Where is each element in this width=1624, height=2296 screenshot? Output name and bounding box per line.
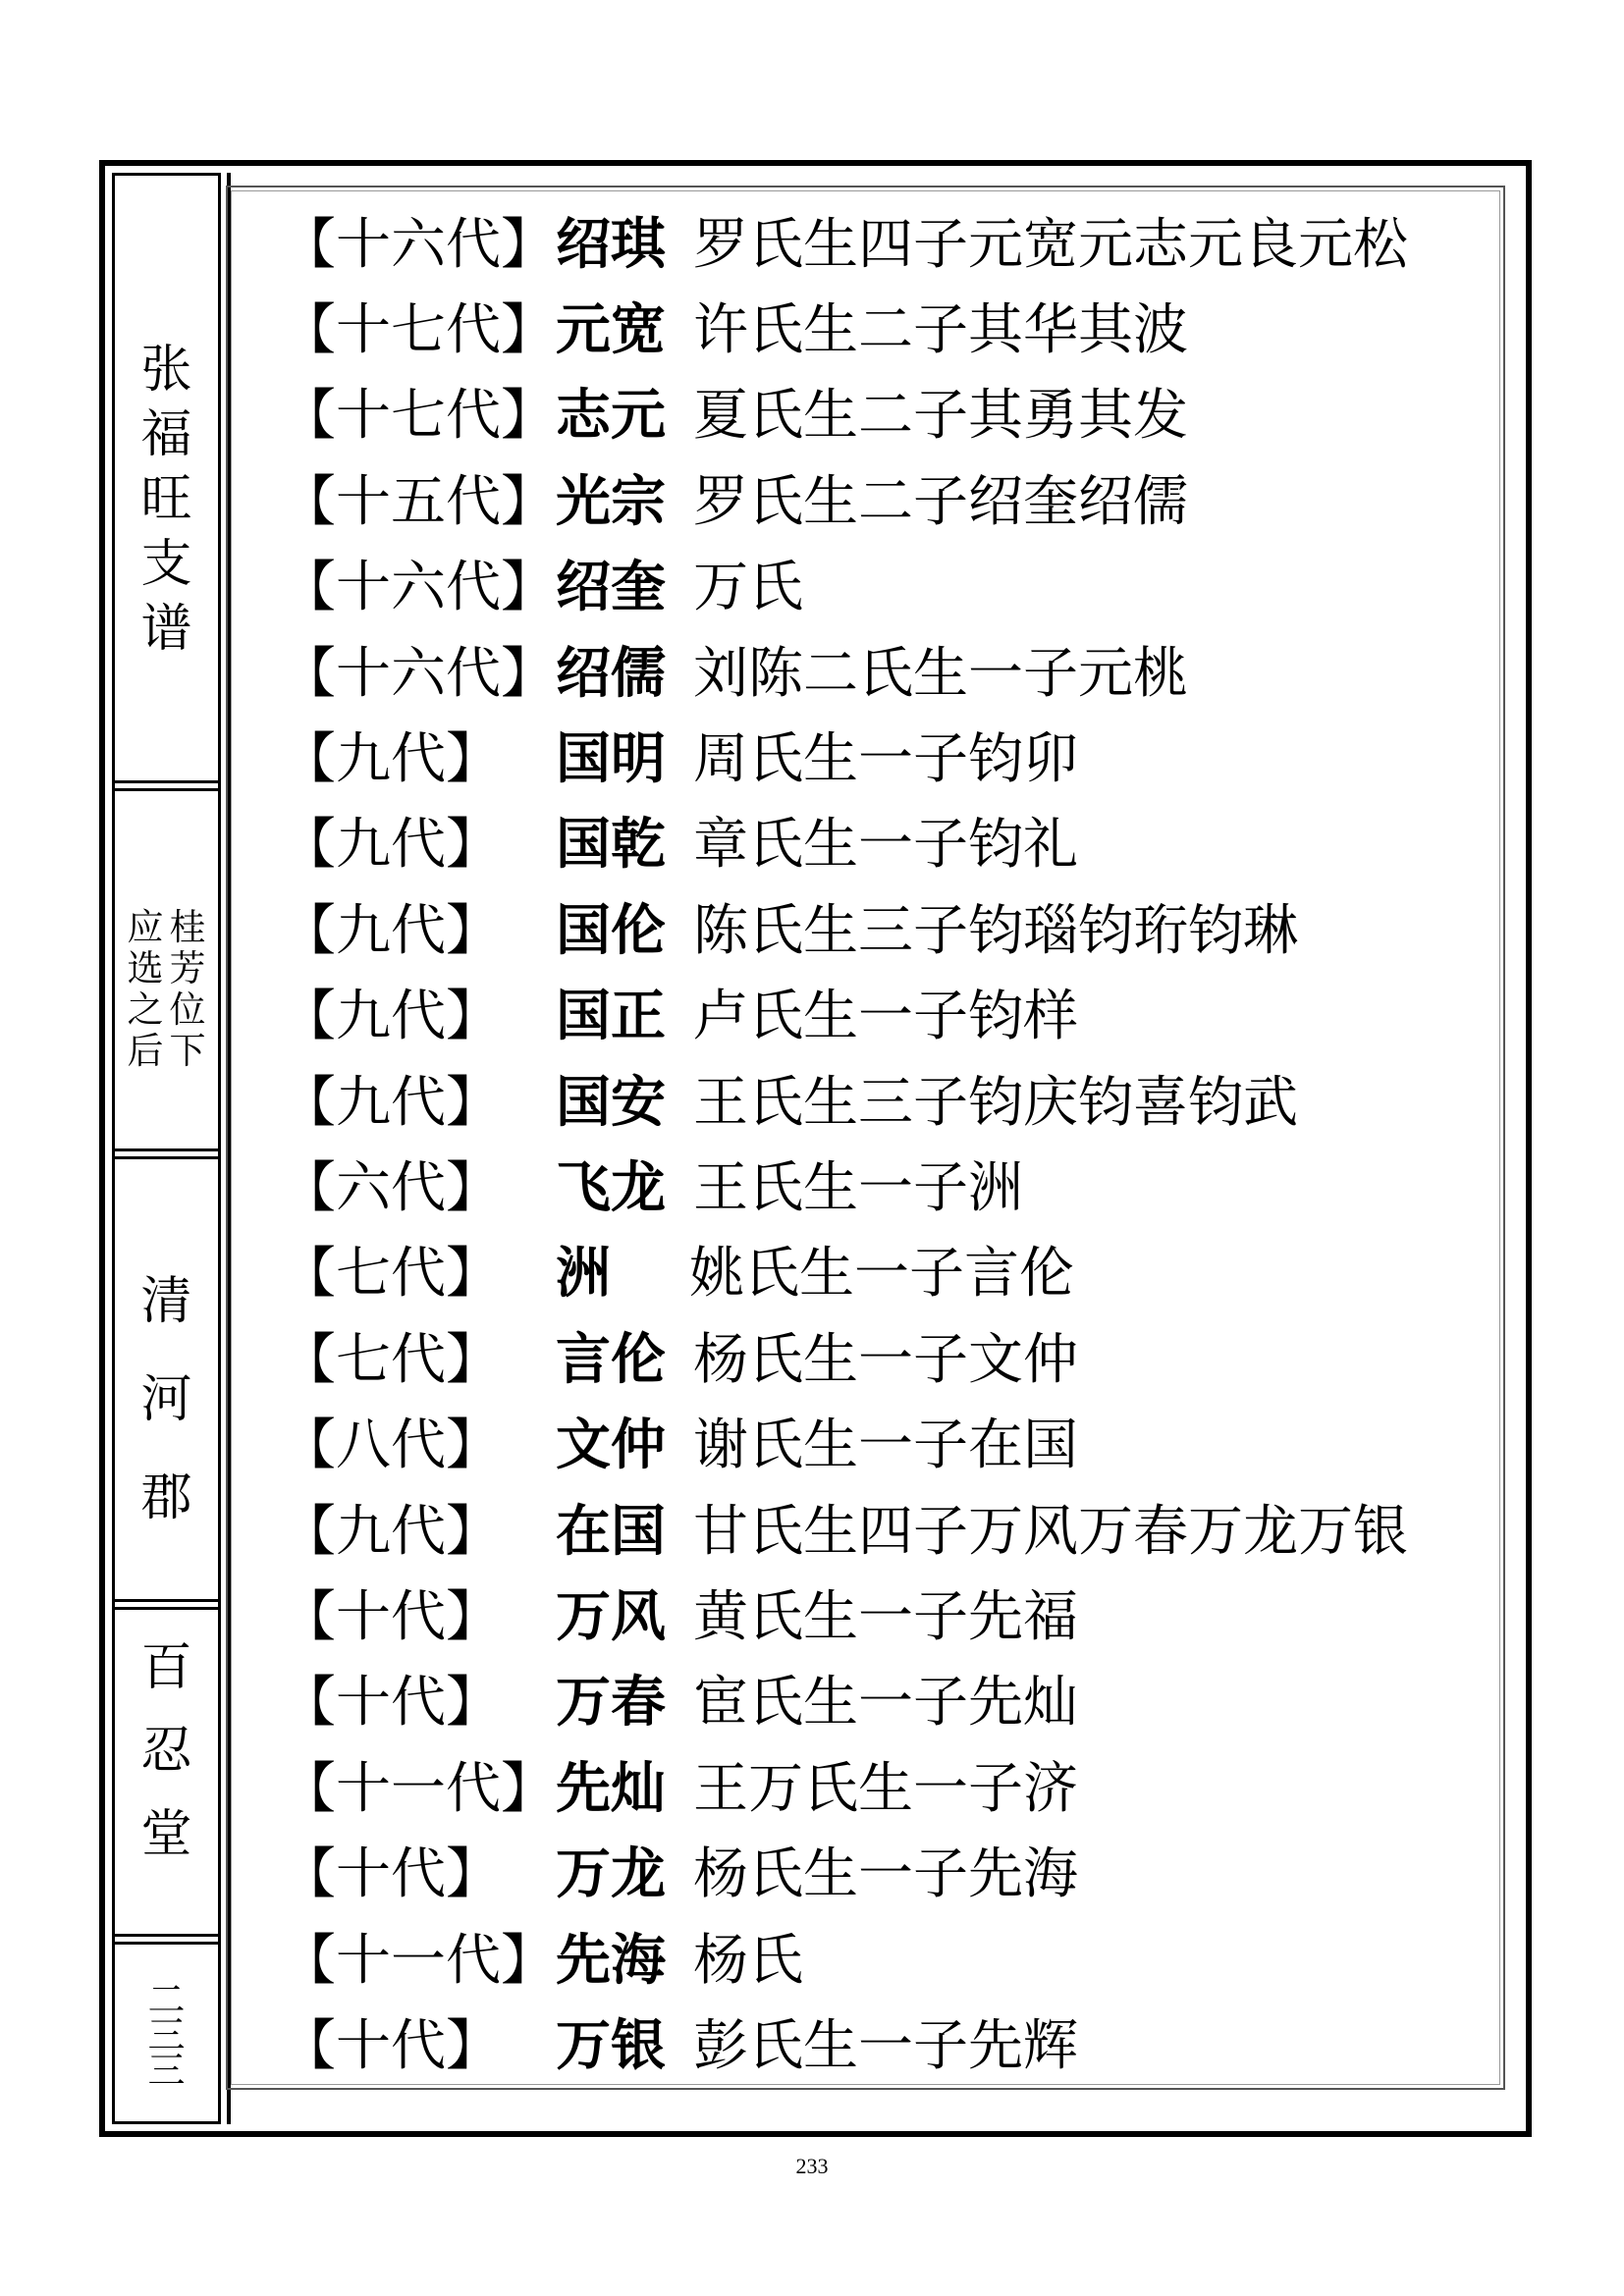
member-description: 王万氏生一子济 — [693, 1756, 1078, 1821]
genealogy-entry — [281, 803, 1518, 888]
genealogy-entry — [281, 1575, 1518, 1660]
note-char: 位 — [169, 988, 206, 1031]
member-description: 罗氏生四子元宽元志元良元松 — [693, 212, 1408, 277]
member-name: 先海 — [556, 1928, 666, 1993]
member-name: 国伦 — [556, 898, 666, 963]
lineage-note — [115, 907, 218, 1072]
member-name: 绍琪 — [556, 212, 666, 277]
note-char: 下 — [169, 1030, 206, 1072]
note-column — [128, 907, 164, 1072]
generation-label: 【十一代】 — [281, 1756, 556, 1821]
page-char: 二 — [147, 1978, 186, 2021]
member-name: 国乾 — [556, 813, 666, 878]
member-description: 罗氏生二子绍奎绍儒 — [693, 469, 1188, 534]
genealogy-entry — [281, 288, 1518, 373]
member-description: 卢氏生一子钧样 — [693, 985, 1078, 1049]
page-number: 233 — [795, 2154, 829, 2178]
generation-label: 【十六代】 — [281, 556, 556, 620]
member-name: 光宗 — [556, 469, 666, 534]
member-description: 甘氏生四子万风万春万龙万银 — [693, 1499, 1408, 1564]
generation-label: 【十代】 — [281, 1671, 501, 1735]
member-name: 国正 — [556, 985, 666, 1049]
side-divider — [115, 780, 218, 791]
member-description: 王氏生三子钧庆钧喜钧武 — [693, 1070, 1298, 1135]
member-description: 宦氏生一子先灿 — [693, 1671, 1078, 1735]
member-description: 夏氏生二子其勇其发 — [693, 384, 1188, 449]
side-divider — [115, 1599, 218, 1610]
member-description: 陈氏生三子钧瑙钧珩钧琳 — [693, 898, 1298, 963]
page-char: 三 — [147, 2013, 186, 2056]
side-column — [112, 173, 221, 2124]
note-char: 选 — [127, 947, 164, 989]
member-description: 杨氏 — [693, 1928, 803, 1993]
note-char: 之 — [127, 988, 164, 1031]
genealogy-entry — [281, 1146, 1518, 1231]
title-char: 支 — [140, 535, 192, 594]
genealogy-entry — [281, 202, 1518, 288]
member-name: 元宽 — [556, 298, 666, 363]
side-divider — [115, 1934, 218, 1945]
member-description: 刘陈二氏生一子元桃 — [693, 641, 1188, 706]
member-name: 万龙 — [556, 1842, 666, 1907]
member-name: 言伦 — [556, 1327, 666, 1392]
member-description: 万氏 — [693, 556, 803, 620]
genealogy-entry — [281, 975, 1518, 1060]
generation-label: 【十六代】 — [281, 641, 556, 706]
note-char: 应 — [127, 906, 164, 948]
genealogy-entry — [281, 2003, 1518, 2089]
genealogy-entry — [281, 1918, 1518, 2003]
generation-label: 【九代】 — [281, 985, 501, 1049]
genealogy-entry — [281, 888, 1518, 974]
generation-label: 【九代】 — [281, 898, 501, 963]
genealogy-entry — [281, 1317, 1518, 1403]
clan-seat — [115, 1253, 218, 1547]
note-column — [170, 907, 206, 1072]
generation-label: 【九代】 — [281, 813, 501, 878]
genealogy-entry — [281, 717, 1518, 802]
genealogy-entry — [281, 1832, 1518, 1917]
title-char: 张 — [140, 341, 192, 400]
member-name: 先灿 — [556, 1756, 666, 1821]
book-title — [115, 338, 218, 662]
generation-label: 【七代】 — [281, 1242, 501, 1307]
genealogy-entry — [281, 1403, 1518, 1488]
member-description: 杨氏生一子文仲 — [693, 1327, 1078, 1392]
title-char: 福 — [140, 405, 192, 464]
title-char: 旺 — [140, 470, 192, 529]
page-number-chinese — [115, 1978, 218, 2092]
generation-label: 【十七代】 — [281, 298, 556, 363]
generation-label: 【九代】 — [281, 727, 501, 792]
genealogy-entries — [281, 202, 1518, 2090]
generation-label: 【十一代】 — [281, 1928, 556, 1993]
genealogy-entry — [281, 1661, 1518, 1746]
generation-label: 【七代】 — [281, 1327, 501, 1392]
generation-label: 【十六代】 — [281, 212, 556, 277]
generation-label: 【十代】 — [281, 1584, 501, 1649]
genealogy-entry — [281, 631, 1518, 717]
generation-label: 【十七代】 — [281, 384, 556, 449]
member-description: 王氏生一子洲 — [693, 1155, 1023, 1220]
member-description: 彭氏生一子先辉 — [693, 2013, 1078, 2078]
member-description: 章氏生一子钧礼 — [693, 813, 1078, 878]
member-description: 谢氏生一子在国 — [693, 1414, 1078, 1478]
member-description: 黄氏生一子先福 — [693, 1584, 1078, 1649]
note-char: 芳 — [169, 947, 206, 989]
generation-label: 【六代】 — [281, 1155, 501, 1220]
hall-name — [115, 1627, 218, 1877]
hall-char: 忍 — [140, 1722, 192, 1781]
genealogy-entry — [281, 374, 1518, 459]
member-name: 万银 — [556, 2013, 666, 2078]
hall-char: 百 — [140, 1638, 192, 1697]
member-name: 万风 — [556, 1584, 666, 1649]
generation-label: 【十代】 — [281, 1842, 501, 1907]
member-description: 姚氏生一子言伦 — [689, 1242, 1074, 1307]
member-name: 万春 — [556, 1671, 666, 1735]
hall-char: 堂 — [140, 1805, 192, 1864]
member-name: 绍奎 — [556, 556, 666, 620]
genealogy-entry — [281, 546, 1518, 631]
genealogy-entry — [281, 1746, 1518, 1832]
page-char: 三 — [147, 2049, 186, 2092]
member-name: 在国 — [556, 1499, 666, 1564]
genealogy-entry — [281, 459, 1518, 545]
member-description: 周氏生一子钧卯 — [693, 727, 1078, 792]
genealogy-entry — [281, 1060, 1518, 1146]
genealogy-entry — [281, 1489, 1518, 1575]
generation-label: 【八代】 — [281, 1414, 501, 1478]
member-name: 文仲 — [556, 1414, 666, 1478]
generation-label: 【九代】 — [281, 1070, 501, 1135]
generation-label: 【九代】 — [281, 1499, 501, 1564]
seat-char: 清 — [140, 1272, 192, 1331]
member-description: 许氏生二子其华其波 — [693, 298, 1188, 363]
note-char: 后 — [127, 1030, 164, 1072]
seat-char: 郡 — [140, 1468, 192, 1527]
member-name: 绍儒 — [556, 641, 666, 706]
seat-char: 河 — [140, 1370, 192, 1429]
generation-label: 【十代】 — [281, 2013, 501, 2078]
member-name: 国明 — [556, 727, 666, 792]
member-name: 洲 — [556, 1242, 611, 1307]
genealogy-entry — [281, 1232, 1518, 1317]
member-name: 国安 — [556, 1070, 666, 1135]
member-name: 志元 — [556, 384, 666, 449]
title-char: 谱 — [140, 600, 192, 659]
member-description: 杨氏生一子先海 — [693, 1842, 1078, 1907]
member-name: 飞龙 — [556, 1155, 666, 1220]
side-divider — [115, 1148, 218, 1159]
note-char: 桂 — [169, 906, 206, 948]
generation-label: 【十五代】 — [281, 469, 556, 534]
